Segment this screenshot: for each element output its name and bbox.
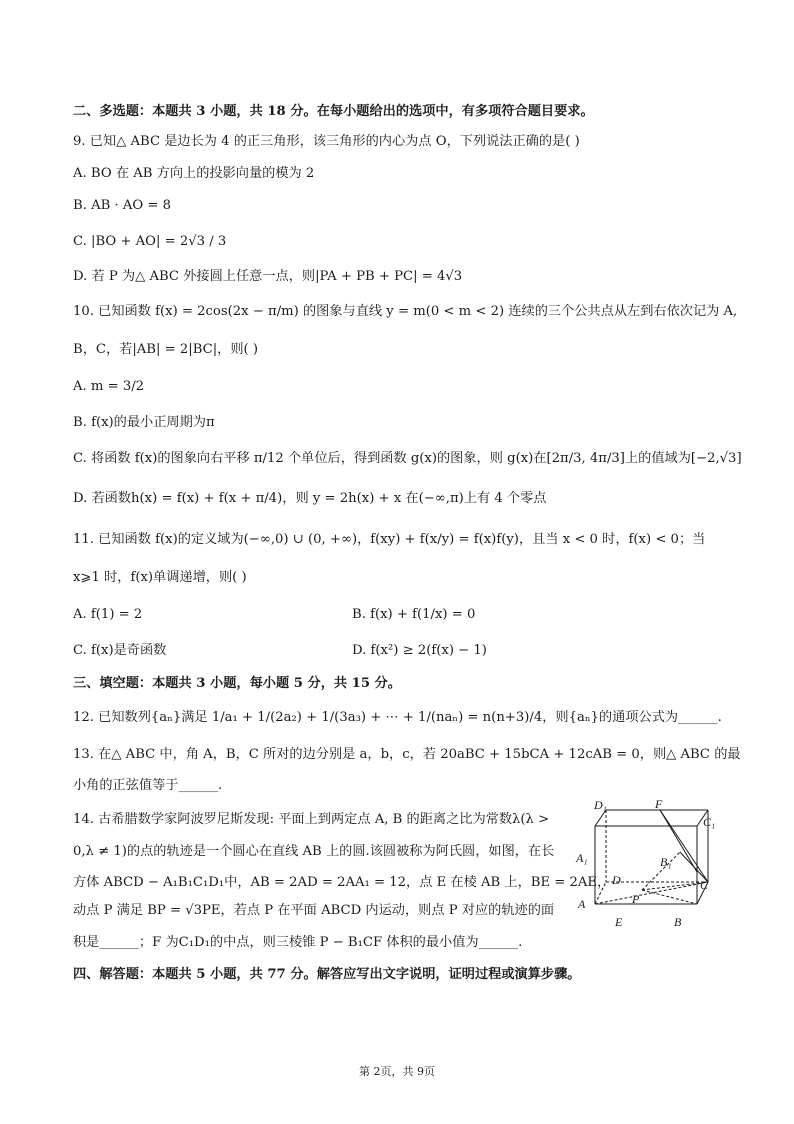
q13-line1: 13. 在△ ABC 中，角 A，B，C 所对的边分别是 a，b，c，若 20aBC + 15bCA + 12cAB = 0，则△ ABC 的最 (73, 747, 741, 762)
label-b1: B₁ (660, 855, 672, 869)
q14-line5: 积是______；F 为C₁D₁的中点，则三棱锥 P − B₁CF 体积的最小值为______. (73, 935, 523, 950)
label-b: B (674, 915, 682, 929)
q11-stem-line1: 11. 已知函数 f(x)的定义域为(−∞,0) ∪ (0, +∞)，f(xy) + f(x/y) = f(x)f(y)，且当 x < 0 时，f(x) < 0；当 (73, 532, 706, 547)
label-d: D (612, 873, 621, 887)
q14-line3: 方体 ABCD − A₁B₁C₁D₁中，AB = 2AD = 2AA₁ = 12，点 E 在棱 AB 上，BE = 2AE， (73, 875, 611, 890)
label-f: F (655, 800, 663, 811)
label-p: P (632, 892, 640, 906)
q14-line4: 动点 P 满足 BP = √3PE，若点 P 在平面 ABCD 内运动，则点 P 对应的轨迹的面 (73, 903, 555, 918)
q11-option-b: B. f(x) + f(1/x) = 0 (352, 607, 476, 622)
q10-option-b: B. f(x)的最小正周期为π (73, 415, 215, 430)
label-c1: C₁ (703, 815, 716, 829)
q13-line2: 小角的正弦值等于______. (73, 778, 223, 793)
q12-text: 12. 已知数列{aₙ}满足 1/a₁ + 1/(2a₂) + 1/(3a₃) + ⋯ + 1/(naₙ) = n(n+3)/4，则{aₙ}的通项公式为______. (73, 710, 722, 725)
q9-option-d: D. 若 P 为△ ABC 外接圆上任意一点，则|PA + PB + PC| = 4√3 (73, 269, 463, 284)
label-e: E (615, 915, 623, 929)
q9-option-c: C. |BO + AO| = 2√3 / 3 (73, 234, 227, 249)
label-a: A (578, 897, 586, 911)
section-4-title: 四、解答题：本题共 5 小题，共 77 分。解答应写出文字说明，证明过程或演算步骤。 (73, 967, 581, 982)
page-footer: 第 2页，共 9页 (359, 1065, 435, 1078)
q10-option-a: A. m = 3/2 (73, 379, 145, 394)
section-2-title: 二、多选题：本题共 3 小题，共 18 分。在每小题给出的选项中，有多项符合题目要求。 (73, 104, 594, 119)
q11-stem-line2: x⩾1 时，f(x)单调递增，则( ) (73, 570, 247, 585)
q10-option-c: C. 将函数 f(x)的图象向右平移 π/12 个单位后，得到函数 g(x)的图象，则 g(x)在[2π/3, 4π/3]上的值域为[−2,√3] (73, 451, 742, 466)
q9-stem: 9. 已知△ ABC 是边长为 4 的正三角形，该三角形的内心为点 O，下列说法正确的是( ) (73, 134, 580, 149)
q11-option-d: D. f(x²) ≥ 2(f(x) − 1) (352, 643, 487, 658)
q10-stem-line2: B，C，若|AB| = 2|BC|，则( ) (73, 342, 259, 357)
label-a1: A₁ (576, 851, 588, 865)
q10-stem-line1: 10. 已知函数 f(x) = 2cos(2x − π/m) 的图象与直线 y = m(0 < m < 2) 连续的三个公共点从左到右依次记为 A, (73, 304, 738, 319)
label-c: C (700, 878, 709, 892)
q11-option-c: C. f(x)是奇函数 (73, 643, 167, 658)
section-3-title: 三、填空题：本题共 3 小题，每小题 5 分，共 15 分。 (73, 676, 401, 691)
q11-option-a: A. f(1) = 2 (73, 607, 143, 622)
q10-option-d: D. 若函数h(x) = f(x) + f(x + π/4)，则 y = 2h(x) + x 在(−∞,π)上有 4 个零点 (73, 491, 547, 506)
q9-option-b: B. AB · AO = 8 (73, 198, 172, 213)
q9-option-a: A. BO 在 AB 方向上的投影向量的模为 2 (73, 166, 315, 181)
q14-line1: 14. 古希腊数学家阿波罗尼斯发现: 平面上到两定点 A, B 的距离之比为常数λ(λ > (73, 812, 550, 827)
q14-line2: 0,λ ≠ 1)的点的轨迹是一个圆心在直线 AB 上的圆.该圆被称为阿氏圆，如图，在长 (73, 844, 555, 859)
cuboid-figure (572, 800, 732, 940)
label-d1: D₁ (594, 800, 607, 812)
